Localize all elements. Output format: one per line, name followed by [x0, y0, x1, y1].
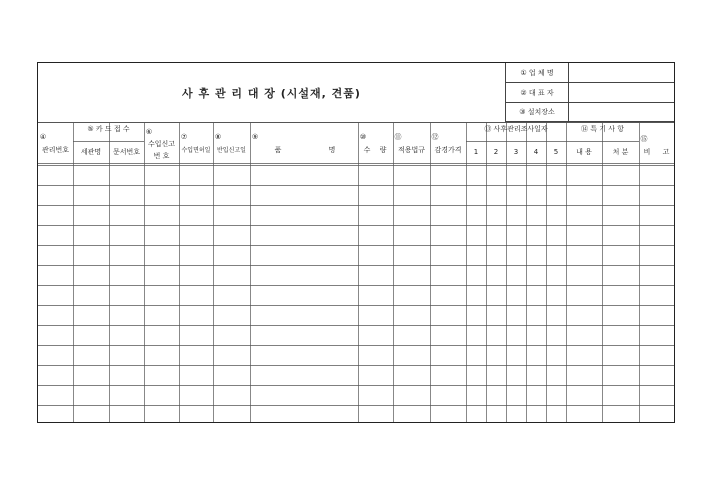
- header-item-b: 명: [328, 146, 336, 154]
- header-qty-num: ⑩: [359, 133, 367, 141]
- install-location-label: ③ 설치장소: [506, 103, 569, 121]
- header-import-date-num: ⑦: [180, 133, 188, 141]
- header-customs: 세관명: [80, 148, 102, 156]
- header-import-no-b: 번 호: [153, 152, 170, 160]
- company-name-field[interactable]: [569, 63, 675, 82]
- header-insp-col-5: 5: [553, 148, 559, 156]
- header-mgmt-no: 관리번호: [41, 146, 70, 154]
- header-special: ⑭ 특 기 사 항: [581, 125, 624, 133]
- header-import-no-num: ⑥: [145, 128, 153, 136]
- header-insp-col-1: 1: [473, 148, 479, 156]
- representative-label: ② 대 표 자: [506, 83, 569, 102]
- header-law: 적용법규: [397, 146, 426, 154]
- header-card-receipt: ⑤ 카 드 접 수: [87, 125, 130, 133]
- info-row-representative: [506, 83, 675, 103]
- header-carry-date-num: ⑧: [214, 133, 222, 141]
- header-remarks-a: 비: [643, 148, 651, 156]
- header-remarks-b: 고: [662, 148, 670, 156]
- header-reduction: 감경가격: [434, 146, 462, 154]
- header-carry-date: 반입신고일: [217, 147, 246, 154]
- header-import-date: 수입면허일: [181, 147, 211, 154]
- header-qty-b: 량: [379, 146, 387, 154]
- header-inspection: ⑬ 사후관리조사일자: [484, 125, 548, 133]
- header-insp-col-3: 3: [513, 148, 519, 156]
- header-law-num: ⑪: [394, 133, 402, 141]
- header-remarks-num: ⑮: [640, 135, 648, 143]
- representative-field[interactable]: [569, 83, 675, 102]
- header-insp-col-4: 4: [533, 148, 539, 156]
- header-qty-a: 수: [363, 146, 371, 154]
- info-row-location: [506, 103, 675, 122]
- ledger-table: [38, 122, 675, 423]
- header-mgmt-no-num: ④: [39, 133, 47, 141]
- header-reduction-num: ⑫: [431, 133, 439, 141]
- header-item-num: ⑨: [251, 133, 259, 141]
- header-import-no-a: 수입신고: [147, 140, 176, 148]
- install-location-field[interactable]: [569, 103, 675, 121]
- header-insp-col-2: 2: [493, 148, 499, 156]
- header-item-a: 품: [274, 146, 282, 154]
- header-special-action: 처 분: [612, 148, 629, 156]
- info-row-company: [506, 63, 675, 83]
- company-name-label: ① 업 체 명: [506, 63, 569, 82]
- ledger-form: [37, 62, 675, 423]
- header-doc-no: 문서번호: [112, 148, 141, 156]
- ledger-grid-lines: [38, 122, 675, 423]
- header-special-content: 내 용: [576, 148, 592, 156]
- form-title: 사 후 관 리 대 장 (시설재, 견품): [38, 63, 506, 122]
